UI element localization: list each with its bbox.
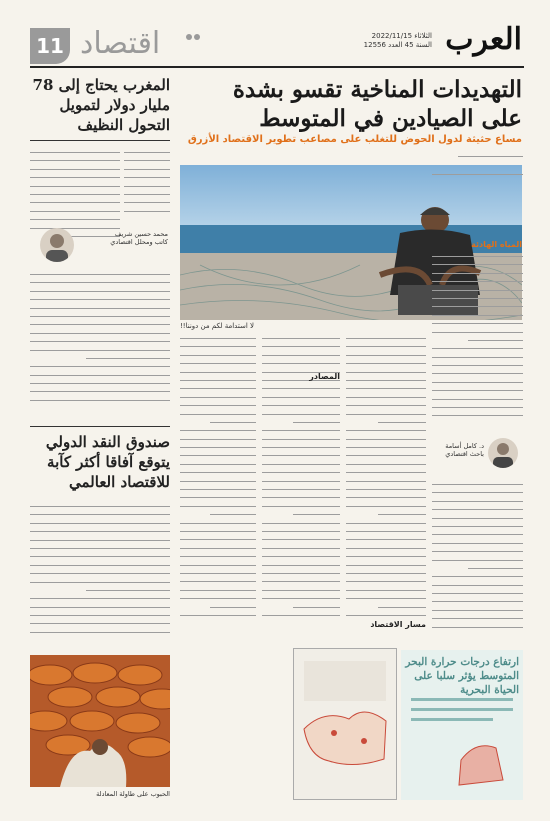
- text-line: [432, 478, 523, 485]
- main-text-col1b: [432, 478, 523, 643]
- text-line: [180, 609, 256, 616]
- masthead-rule: [30, 66, 524, 68]
- text-line: [346, 349, 426, 356]
- text-line: [346, 575, 426, 582]
- text-line: [346, 559, 426, 566]
- imf-headline: صندوق النقد الدولي يتوقع آفاقا أكثر كآبة للاقتصاد العالمي: [45, 433, 170, 491]
- text-line: [432, 384, 523, 391]
- divider: [30, 140, 170, 141]
- text-line: [262, 550, 340, 557]
- text-line: [180, 399, 256, 406]
- text-line: [180, 449, 256, 456]
- issue-date: الثلاثاء 2022/11/15: [371, 32, 432, 40]
- issue-number: السنة 45 العدد 12556: [363, 41, 432, 49]
- text-line: [432, 359, 523, 366]
- text-line: [346, 449, 426, 456]
- author-byline: [80, 230, 168, 246]
- text-line: [30, 213, 120, 220]
- text-line: [432, 393, 523, 400]
- person-icon: [488, 438, 518, 468]
- text-line: [432, 503, 523, 510]
- text-line: [262, 458, 340, 465]
- text-line: [432, 495, 523, 502]
- text-line: [30, 335, 170, 342]
- text-line: [432, 309, 523, 316]
- text-line: [210, 601, 256, 608]
- text-line: [262, 500, 340, 507]
- text-line: [346, 382, 426, 389]
- text-line: [262, 349, 340, 356]
- main-headline: [180, 75, 522, 133]
- masthead: [0, 0, 550, 62]
- text-line: [124, 146, 170, 153]
- text-line: [180, 517, 256, 524]
- newspaper-logo: العرب: [445, 22, 522, 57]
- section-title: اقتصاد: [80, 26, 161, 61]
- text-line: [180, 525, 256, 532]
- text-line: [30, 268, 170, 275]
- text-line: [262, 441, 340, 448]
- text-line: [30, 180, 120, 187]
- text-line: [432, 579, 523, 586]
- opinion-text-col2: [124, 146, 170, 226]
- text-line: [30, 293, 170, 300]
- text-line: [180, 357, 256, 364]
- text-line: [30, 601, 170, 608]
- text-line: [180, 340, 256, 347]
- text-line: [293, 416, 340, 423]
- text-line: [432, 604, 523, 611]
- text-line: [262, 357, 340, 364]
- text-line: [210, 508, 256, 515]
- text-line: [30, 534, 170, 541]
- text-line: [124, 188, 170, 195]
- intro-text: [458, 150, 523, 160]
- text-line: [30, 508, 170, 515]
- text-line: [262, 567, 340, 574]
- text-line: [180, 491, 256, 498]
- side-author-avatar: [488, 438, 518, 468]
- text-line: [432, 528, 523, 535]
- text-line: [180, 550, 256, 557]
- text-line: [262, 424, 340, 431]
- text-line: [180, 559, 256, 566]
- text-line: [346, 567, 426, 574]
- text-line: [346, 517, 426, 524]
- subtitle-b: المصادر: [309, 372, 340, 381]
- text-line: [180, 458, 256, 465]
- side-author-name: د. كامل أسامة: [445, 442, 484, 450]
- text-line: [180, 592, 256, 599]
- text-line: [293, 508, 340, 515]
- divider: [30, 426, 170, 427]
- text-line: [180, 391, 256, 398]
- text-line: [262, 575, 340, 582]
- text-line: [30, 500, 170, 507]
- text-line: [432, 595, 523, 602]
- text-line: [346, 399, 426, 406]
- text-line: [86, 352, 170, 359]
- text-line: [30, 626, 170, 633]
- page-number: 11: [30, 28, 70, 64]
- text-line: [432, 409, 523, 416]
- text-line: [346, 366, 426, 373]
- text-line: [468, 562, 523, 569]
- text-line: [432, 486, 523, 493]
- text-line: [262, 525, 340, 532]
- text-line: [30, 154, 120, 161]
- text-line: [262, 592, 340, 599]
- text-line: [30, 222, 120, 229]
- text-line: [180, 567, 256, 574]
- text-line: [30, 163, 120, 170]
- text-line: [180, 408, 256, 415]
- text-line: [180, 500, 256, 507]
- section-dots-icon: [185, 31, 203, 43]
- opinion-headline: المغرب يحتاج إلى 78 مليار دولار لتمويل التحول النظيف: [32, 76, 170, 134]
- text-line: [30, 360, 170, 367]
- text-line: [30, 617, 170, 624]
- main-text-col1: [432, 250, 523, 430]
- text-line: [30, 310, 170, 317]
- main-text-col4: [180, 332, 256, 642]
- text-line: [432, 317, 523, 324]
- text-line: [30, 196, 120, 203]
- author-name: محمد حسين شريف: [114, 230, 168, 238]
- text-line: [180, 575, 256, 582]
- text-line: [262, 408, 340, 415]
- grain-photo-caption: الحبوب على طاولة المعادلة: [96, 790, 170, 798]
- text-line: [432, 570, 523, 577]
- text-line: [124, 196, 170, 203]
- text-line: [180, 332, 256, 339]
- map-icon: [294, 649, 396, 799]
- text-line: [262, 517, 340, 524]
- text-line: [30, 576, 170, 583]
- text-line: [30, 344, 170, 351]
- text-line: [346, 525, 426, 532]
- text-line: [30, 369, 170, 376]
- imf-text: [30, 500, 170, 650]
- text-line: [346, 357, 426, 364]
- text-line: [432, 621, 523, 628]
- text-line: [378, 508, 426, 515]
- text-line: [346, 374, 426, 381]
- main-headline-line2: على الصيادين في المتوسط: [259, 105, 522, 132]
- text-line: [432, 267, 523, 274]
- text-line: [30, 394, 170, 401]
- text-line: [378, 416, 426, 423]
- text-line: [432, 326, 523, 333]
- text-line: [346, 533, 426, 540]
- text-line: [124, 205, 170, 212]
- person-icon: [40, 228, 74, 262]
- text-line: [262, 559, 340, 566]
- text-line: [262, 466, 340, 473]
- text-line: [346, 609, 426, 616]
- text-line: [124, 154, 170, 161]
- main-subheadline: مساع حثيثة لدول الحوض للتغلب على مصاعب تطوير الاقتصاد الأزرق: [187, 134, 522, 145]
- opinion-text-body: [30, 268, 170, 418]
- text-line: [346, 433, 426, 440]
- text-line: [180, 424, 256, 431]
- text-line: [210, 416, 256, 423]
- text-line: [30, 285, 170, 292]
- text-line: [262, 449, 340, 456]
- text-line: [293, 601, 340, 608]
- text-line: [262, 483, 340, 490]
- text-line: [30, 171, 120, 178]
- text-line: [262, 391, 340, 398]
- text-line: [262, 491, 340, 498]
- text-line: [262, 542, 340, 549]
- text-line: [346, 475, 426, 482]
- text-line: [124, 180, 170, 187]
- text-line: [346, 466, 426, 473]
- text-line: [432, 537, 523, 544]
- text-line: [180, 533, 256, 540]
- author-title: كاتب ومحلل اقتصادي: [110, 238, 168, 246]
- text-line: [346, 584, 426, 591]
- intro-text-2: [432, 168, 523, 182]
- text-line: [180, 349, 256, 356]
- text-line: [432, 258, 523, 265]
- text-line: [180, 483, 256, 490]
- subtitle-c: مسار الاقتصاد: [370, 620, 426, 629]
- text-line: [262, 332, 340, 339]
- text-line: [30, 377, 170, 384]
- text-line: [30, 559, 170, 566]
- text-line: [346, 458, 426, 465]
- text-line: [180, 466, 256, 473]
- text-line: [432, 367, 523, 374]
- text-line: [432, 292, 523, 299]
- text-line: [346, 483, 426, 490]
- text-line: [30, 327, 170, 334]
- text-line: [180, 433, 256, 440]
- info-box: [293, 648, 397, 800]
- photo-caption: لا استدامة لكم من دوننا!!: [180, 322, 254, 330]
- text-line: [180, 382, 256, 389]
- text-line: [262, 433, 340, 440]
- text-line: [30, 542, 170, 549]
- text-line: [432, 587, 523, 594]
- text-line: [30, 276, 170, 283]
- text-line: [432, 284, 523, 291]
- text-line: [262, 475, 340, 482]
- text-line: [432, 342, 523, 349]
- text-line: [432, 401, 523, 408]
- text-line: [432, 512, 523, 519]
- text-line: [30, 205, 120, 212]
- text-line: [124, 171, 170, 178]
- text-line: [30, 592, 170, 599]
- text-line: [30, 146, 120, 153]
- text-line: [346, 500, 426, 507]
- text-line: [346, 592, 426, 599]
- text-line: [180, 584, 256, 591]
- side-author-title: باحث اقتصادي: [445, 450, 484, 458]
- text-line: [432, 554, 523, 561]
- text-line: [346, 340, 426, 347]
- text-line: [262, 399, 340, 406]
- issue-meta: [364, 32, 432, 50]
- text-line: [262, 584, 340, 591]
- text-line: [124, 163, 170, 170]
- text-line: [30, 567, 170, 574]
- grain-photo: [30, 655, 170, 787]
- text-line: [86, 584, 170, 591]
- text-line: [346, 391, 426, 398]
- author-avatar: [40, 228, 74, 262]
- text-line: [346, 441, 426, 448]
- text-line: [30, 188, 120, 195]
- text-line: [432, 351, 523, 358]
- text-line: [180, 441, 256, 448]
- text-line: [346, 491, 426, 498]
- text-line: [346, 424, 426, 431]
- text-line: [432, 376, 523, 383]
- text-line: [468, 334, 523, 341]
- text-line: [30, 609, 170, 616]
- text-line: [262, 533, 340, 540]
- text-line: [432, 300, 523, 307]
- inset-headline: ارتفاع درجات حرارة البحر المتوسط يؤثر سلبا على الحياة البحرية: [405, 656, 519, 696]
- main-text-col2: [346, 332, 426, 642]
- text-line: [262, 382, 340, 389]
- text-line: [30, 517, 170, 524]
- text-line: [30, 302, 170, 309]
- text-line: [30, 550, 170, 557]
- text-line: [346, 542, 426, 549]
- text-line: [432, 168, 523, 175]
- text-line: [432, 612, 523, 619]
- side-author-byline: [432, 442, 484, 458]
- text-line: [346, 408, 426, 415]
- text-line: [432, 545, 523, 552]
- text-line: [458, 150, 523, 157]
- text-line: [180, 475, 256, 482]
- text-line: [180, 542, 256, 549]
- text-line: [262, 340, 340, 347]
- text-line: [378, 601, 426, 608]
- text-line: [30, 525, 170, 532]
- text-line: [432, 250, 523, 257]
- text-line: [432, 275, 523, 282]
- text-line: [432, 520, 523, 527]
- main-headline-line1: التهديدات المناخية تقسو بشدة: [232, 76, 522, 103]
- text-line: [262, 609, 340, 616]
- text-line: [180, 374, 256, 381]
- text-line: [180, 366, 256, 373]
- text-line: [30, 318, 170, 325]
- text-line: [346, 550, 426, 557]
- subtitle-a: المياه الهادئة: [471, 240, 522, 249]
- text-line: [346, 332, 426, 339]
- text-line: [30, 385, 170, 392]
